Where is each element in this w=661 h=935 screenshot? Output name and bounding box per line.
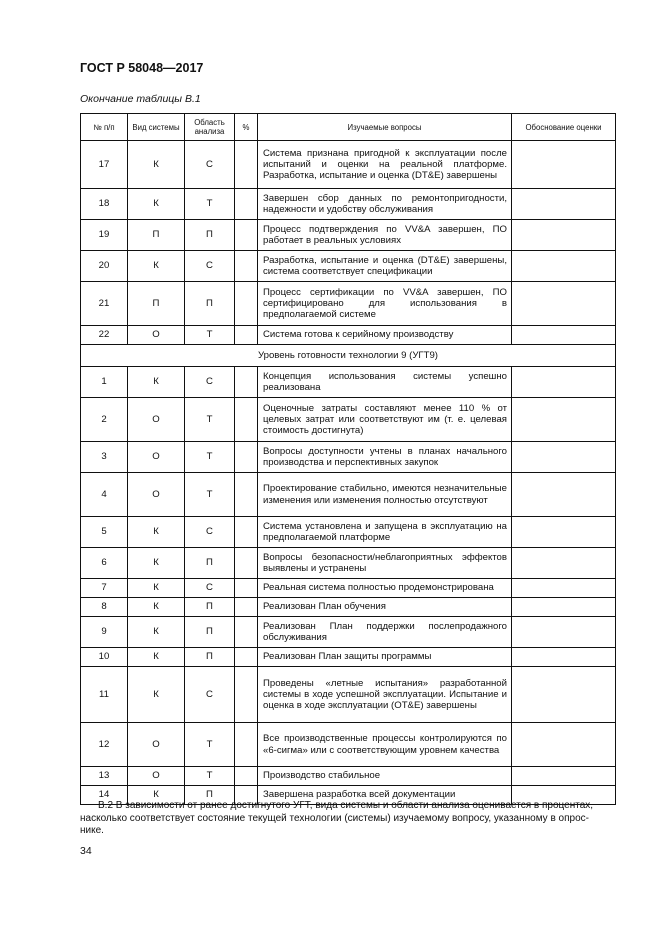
row-number: 6	[81, 548, 128, 579]
row-question: Проектирование стабильно, имеются незначительные изменения или изменения полностью отсутствуют	[258, 473, 512, 517]
row-analysis-area: П	[185, 220, 235, 251]
row-percent	[235, 648, 258, 667]
row-percent	[235, 667, 258, 723]
row-system-type: П	[128, 282, 185, 326]
row-question: Реализован План обучения	[258, 598, 512, 617]
assessment-table	[80, 113, 616, 805]
row-analysis-area: С	[185, 141, 235, 189]
row-number: 10	[81, 648, 128, 667]
row-question: Производство стабильное	[258, 767, 512, 786]
document-title: ГОСТ Р 58048—2017	[80, 61, 204, 75]
row-percent	[235, 326, 258, 345]
row-percent	[235, 282, 258, 326]
table-row	[81, 598, 616, 617]
row-justification	[512, 767, 616, 786]
row-analysis-area: Т	[185, 442, 235, 473]
row-analysis-area: С	[185, 251, 235, 282]
col-header-questions: Изучаемые вопросы	[258, 114, 512, 141]
table-row	[81, 667, 616, 723]
row-percent	[235, 517, 258, 548]
table-row	[81, 282, 616, 326]
row-justification	[512, 517, 616, 548]
row-percent	[235, 189, 258, 220]
row-system-type: К	[128, 598, 185, 617]
row-number: 14	[81, 786, 128, 805]
row-system-type: О	[128, 473, 185, 517]
table-row	[81, 579, 616, 598]
row-justification	[512, 326, 616, 345]
row-percent	[235, 442, 258, 473]
row-justification	[512, 282, 616, 326]
row-analysis-area: П	[185, 786, 235, 805]
row-question: Система установлена и запущена в эксплуатацию на предполагаемой платформе	[258, 517, 512, 548]
row-percent	[235, 367, 258, 398]
table-row	[81, 442, 616, 473]
row-number: 20	[81, 251, 128, 282]
table-row	[81, 723, 616, 767]
table-row	[81, 189, 616, 220]
row-analysis-area: П	[185, 648, 235, 667]
row-analysis-area: П	[185, 617, 235, 648]
row-number: 8	[81, 598, 128, 617]
row-question: Концепция использования системы успешно реализована	[258, 367, 512, 398]
row-number: 21	[81, 282, 128, 326]
paragraph-line: В.2 В зависимости от ранее достигнутого УГТ, вида системы и области анализа оценивается в процентах,	[98, 800, 594, 811]
row-analysis-area: Т	[185, 189, 235, 220]
row-percent	[235, 220, 258, 251]
row-question: Все производственные процессы контролируются по «6-сигма» или с соответствующим уровнем качества	[258, 723, 512, 767]
row-justification	[512, 189, 616, 220]
table-row	[81, 473, 616, 517]
table-caption: Окончание таблицы В.1	[80, 93, 201, 105]
row-question: Завершена разработка всей документации	[258, 786, 512, 805]
row-number: 9	[81, 617, 128, 648]
row-question: Реализован План защиты программы	[258, 648, 512, 667]
paragraph-line: нике.	[80, 825, 104, 837]
row-number: 11	[81, 667, 128, 723]
row-percent	[235, 598, 258, 617]
row-number: 3	[81, 442, 128, 473]
table-row	[81, 617, 616, 648]
table-row	[81, 548, 616, 579]
row-number: 13	[81, 767, 128, 786]
row-system-type: К	[128, 548, 185, 579]
row-justification	[512, 398, 616, 442]
row-system-type: О	[128, 326, 185, 345]
col-header-justification: Обоснование оценки	[512, 114, 616, 141]
row-number: 4	[81, 473, 128, 517]
row-number: 1	[81, 367, 128, 398]
row-justification	[512, 667, 616, 723]
row-analysis-area: Т	[185, 723, 235, 767]
row-analysis-area: С	[185, 579, 235, 598]
row-justification	[512, 579, 616, 598]
row-percent	[235, 473, 258, 517]
row-question: Оценочные затраты составляют менее 110 % от целевых затрат или соответствуют им (т. е. целевая стоимость достигнута)	[258, 398, 512, 442]
row-question: Реальная система полностью продемонстрирована	[258, 579, 512, 598]
row-number: 2	[81, 398, 128, 442]
row-justification	[512, 220, 616, 251]
note-paragraph	[80, 800, 615, 838]
section-row	[81, 345, 616, 367]
row-number: 18	[81, 189, 128, 220]
row-system-type: К	[128, 517, 185, 548]
table-row	[81, 251, 616, 282]
table-row	[81, 326, 616, 345]
row-system-type: О	[128, 767, 185, 786]
row-percent	[235, 251, 258, 282]
row-number: 7	[81, 579, 128, 598]
row-analysis-area: П	[185, 548, 235, 579]
row-analysis-area: П	[185, 598, 235, 617]
row-system-type: К	[128, 189, 185, 220]
row-question: Вопросы доступности учтены в планах начального производства и перспективных закупок	[258, 442, 512, 473]
row-analysis-area: Т	[185, 767, 235, 786]
row-number: 12	[81, 723, 128, 767]
row-number: 5	[81, 517, 128, 548]
row-percent	[235, 767, 258, 786]
row-justification	[512, 617, 616, 648]
table-row	[81, 220, 616, 251]
row-analysis-area: С	[185, 667, 235, 723]
row-number: 17	[81, 141, 128, 189]
table-header-row	[81, 114, 616, 141]
row-question: Вопросы безопасности/неблагоприятных эффектов выявлены и устранены	[258, 548, 512, 579]
table-row	[81, 398, 616, 442]
row-system-type: О	[128, 442, 185, 473]
col-header-number: № п/п	[81, 114, 128, 141]
row-system-type: К	[128, 667, 185, 723]
table-row	[81, 367, 616, 398]
row-system-type: К	[128, 617, 185, 648]
row-justification	[512, 723, 616, 767]
row-analysis-area: Т	[185, 326, 235, 345]
table-row	[81, 648, 616, 667]
row-justification	[512, 648, 616, 667]
row-percent	[235, 617, 258, 648]
row-number: 19	[81, 220, 128, 251]
row-justification	[512, 548, 616, 579]
row-question: Завершен сбор данных по ремонтопригодности, надежности и удобству обслуживания	[258, 189, 512, 220]
row-analysis-area: Т	[185, 473, 235, 517]
row-system-type: К	[128, 367, 185, 398]
row-system-type: О	[128, 723, 185, 767]
row-question: Процесс сертификации по VV&A завершен, ПО сертифицировано для использования в предполагаемой системе	[258, 282, 512, 326]
row-system-type: К	[128, 786, 185, 805]
row-percent	[235, 579, 258, 598]
table-row	[81, 517, 616, 548]
col-header-percent: %	[235, 114, 258, 141]
row-analysis-area: С	[185, 517, 235, 548]
table-row	[81, 141, 616, 189]
row-system-type: О	[128, 398, 185, 442]
row-question: Система признана пригодной к эксплуатации после испытаний и оценки на реальной платформе. Разработка, испытание и оценка (DT&E) завершены	[258, 141, 512, 189]
row-question: Проведены «летные испытания» разработанной системы в ходе успешной эксплуатации. Испытание и оценка в ходе эксплуатации (OT&E) завершены	[258, 667, 512, 723]
row-justification	[512, 442, 616, 473]
row-question: Процесс подтверждения по VV&A завершен, ПО работает в реальных условиях	[258, 220, 512, 251]
row-analysis-area: П	[185, 282, 235, 326]
row-system-type: К	[128, 141, 185, 189]
row-justification	[512, 367, 616, 398]
row-analysis-area: С	[185, 367, 235, 398]
col-header-system-type: Вид системы	[128, 114, 185, 141]
row-percent	[235, 548, 258, 579]
row-percent	[235, 141, 258, 189]
row-justification	[512, 141, 616, 189]
page-number: 34	[80, 845, 92, 857]
row-justification	[512, 473, 616, 517]
row-question: Система готова к серийному производству	[258, 326, 512, 345]
row-justification	[512, 251, 616, 282]
row-percent	[235, 398, 258, 442]
row-percent	[235, 723, 258, 767]
col-header-analysis-area: Область анализа	[185, 114, 235, 141]
row-number: 22	[81, 326, 128, 345]
row-justification	[512, 598, 616, 617]
row-system-type: К	[128, 648, 185, 667]
table-row	[81, 767, 616, 786]
row-question: Реализован План поддержки послепродажного обслуживания	[258, 617, 512, 648]
row-system-type: К	[128, 251, 185, 282]
row-analysis-area: Т	[185, 398, 235, 442]
row-question: Разработка, испытание и оценка (DT&E) завершены, система соответствует спецификации	[258, 251, 512, 282]
paragraph-line: насколько соответствует состояние текущей технологии (системы) изучаемому вопросу, указанному в опрос-	[80, 812, 589, 824]
section-title: Уровень готовности технологии 9 (УГТ9)	[81, 345, 616, 367]
row-system-type: К	[128, 579, 185, 598]
row-system-type: П	[128, 220, 185, 251]
